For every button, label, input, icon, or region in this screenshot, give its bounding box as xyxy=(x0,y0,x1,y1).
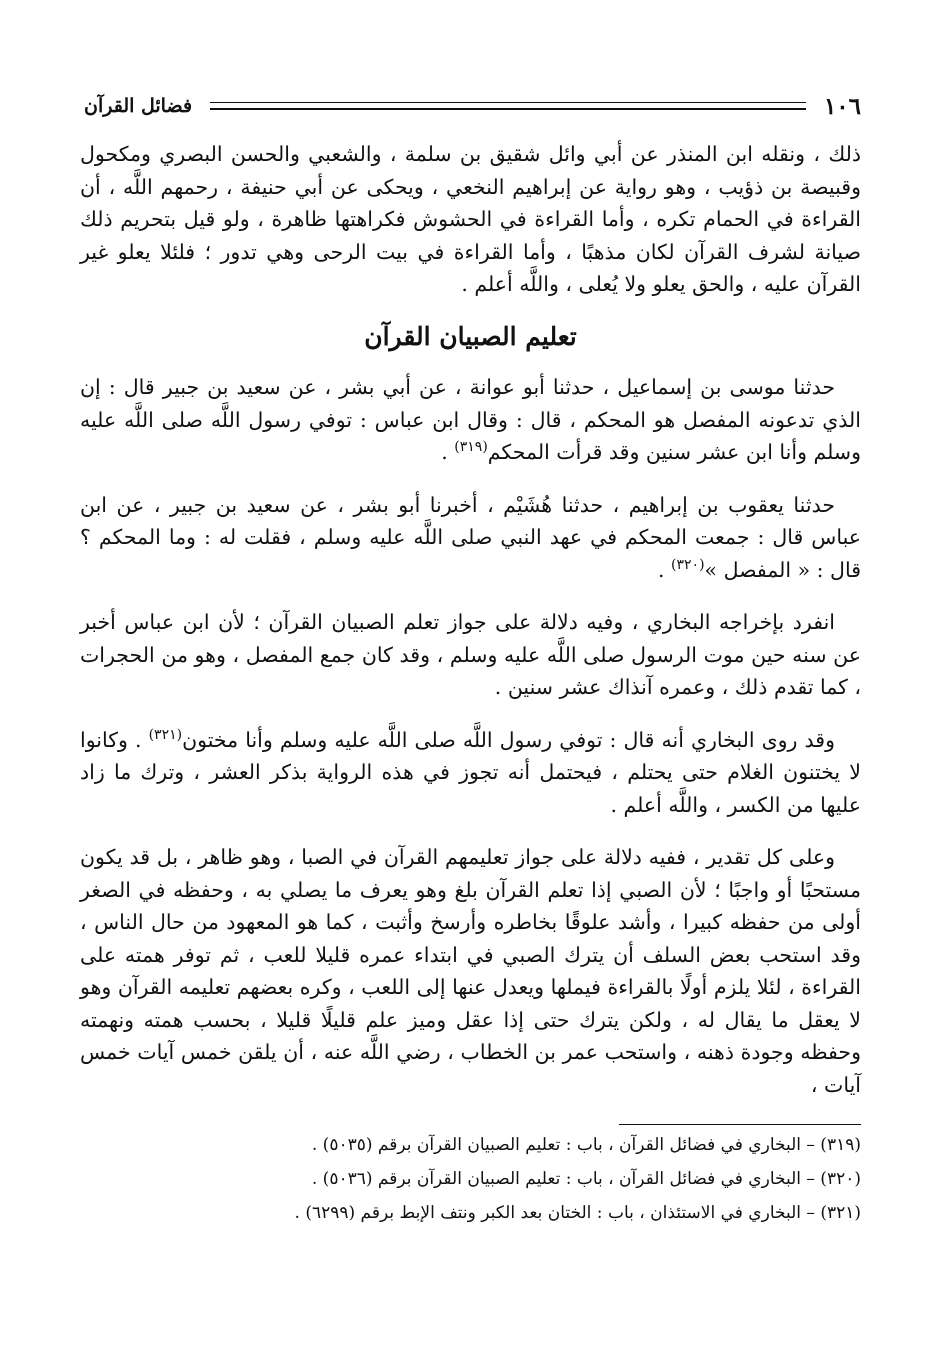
footnote-reference: (٣٢١) xyxy=(148,726,183,743)
footnote-separator xyxy=(619,1124,861,1125)
footnote-321: (٣٢١) – البخاري في الاستئذان ، باب : الختان بعد الكبر ونتف الإبط برقم (٦٢٩٩) . xyxy=(294,1203,861,1223)
paragraph-4 xyxy=(80,724,861,822)
footnotes xyxy=(84,1128,861,1230)
intro-paragraph: ذلك ، ونقله ابن المنذر عن أبي وائل شقيق بن سلمة ، والشعبي والحسن البصري ومكحول وقبيصة بن ذؤيب ، وهو رواية عن إبراهيم النخعي ، ويحكى عن أبي حنيفة ، رحمهم اللَّه ، أن القراءة في الحمام تكره ، وأما القراءة في الحشوش فكراهتها ظاهرة ، ولو قيل بتحريم ذلك صيانة لشرف القرآن لكان مذهبًا ، وأما القراءة في بيت الرحى وهي تدور ؛ فلئلا يعلو غير القرآن عليه ، والحق يعلو ولا يُعلى ، واللَّه أعلم . xyxy=(80,142,861,296)
paragraph-text: انفرد بإخراجه البخاري ، وفيه دلالة على جواز تعلم الصبيان القرآن ؛ لأن ابن عباس أخبر عن سنه حين موت الرسول صلى اللَّه عليه وسلم ، وقد كان جمع المفصل ، وهو من الحجرات ، كما تقدم ذلك ، وعمره آنذاك عشر سنين . xyxy=(80,610,861,699)
paragraph-3 xyxy=(80,606,861,704)
page-body xyxy=(80,138,861,1121)
page-header xyxy=(84,86,861,126)
header-rule xyxy=(210,102,806,110)
paragraph-2 xyxy=(80,489,861,587)
footnote-reference: (٣٢٠) xyxy=(671,556,705,573)
paragraph-text-end: . xyxy=(657,557,672,582)
paragraph-text: وقد روى البخاري أنه قال : توفي رسول اللَّه صلى اللَّه عليه وسلم وأنا مختون xyxy=(182,727,835,752)
footnote-reference: (٣١٩) xyxy=(454,439,488,456)
footnote-319: (٣١٩) – البخاري في فضائل القرآن ، باب : تعليم الصبيان القرآن برقم (٥٠٣٥) . xyxy=(311,1135,861,1155)
paragraph-1 xyxy=(80,371,861,469)
footnote-320: (٣٢٠) – البخاري في فضائل القرآن ، باب : تعليم الصبيان القرآن برقم (٥٠٣٦) . xyxy=(311,1169,861,1189)
paragraph-text-end: . xyxy=(441,440,455,464)
page-number: ١٠٦ xyxy=(823,92,861,120)
paragraph-text: وعلى كل تقدير ، ففيه دلالة على جواز تعليمهم القرآن في الصبا ، وهو ظاهر ، بل قد يكون مستحبًا أو واجبًا ؛ لأن الصبي إذا تعلم القرآن بلغ وهو يعرف ما يصلي به ، وحفظه في الصغر أولى من حفظه كبيرا ، وأشد علوقًا بخاطره وأرسخ وأثبت ، كما هو المعهود من حال الناس ، وقد استحب بعض السلف أن يترك الصبي في ابتداء عمره قليلا للعب ، ثم توفر همته على القراءة ، لئلا يلزم أولًا بالقراءة فيملها ويعدل عنها إلى اللعب ، وكره بعضهم تعليمه القرآن وهو لا يعقل ما يقال له ، ولكن يترك حتى إذا عقل وميز علم قليلًا قليلا ، بحسب همته ونهمته وحفظه وجودة ذهنه ، واستحب عمر بن الخطاب ، رضي اللَّه عنه ، أن يلقن خمس آيات خمس آيات ، xyxy=(80,845,861,1097)
paragraph-text: حدثنا يعقوب بن إبراهيم ، حدثنا هُشَيْم ، أخبرنا أبو بشر ، عن سعيد بن جبير ، عن ابن عباس قال : جمعت المحكم في عهد النبي صلى اللَّه عليه وسلم ، فقلت له : وما المحكم ؟ قال : « المفصل » xyxy=(80,492,861,582)
running-title: فضائل القرآن xyxy=(84,95,193,117)
paragraph-text: حدثنا موسى بن إسماعيل ، حدثنا أبو عوانة ، عن أبي بشر ، عن سعيد بن جبير قال : إن الذي تدعونه المفصل هو المحكم ، قال : وقال ابن عباس : توفي رسول اللَّه صلى اللَّه عليه وسلم وأنا ابن عشر سنين وقد قرأت المحكم xyxy=(80,375,861,464)
section-heading: تعليم الصبيان القرآن xyxy=(364,321,577,351)
paragraph-text-end: . وكانوا لا يختنون الغلام حتى يحتلم ، فيحتمل أنه تجوز في هذه الرواية بذكر العشر ، وترك ما زاد عليها من الكسر ، واللَّه أعلم . xyxy=(80,727,861,817)
paragraph-5 xyxy=(80,841,861,1101)
